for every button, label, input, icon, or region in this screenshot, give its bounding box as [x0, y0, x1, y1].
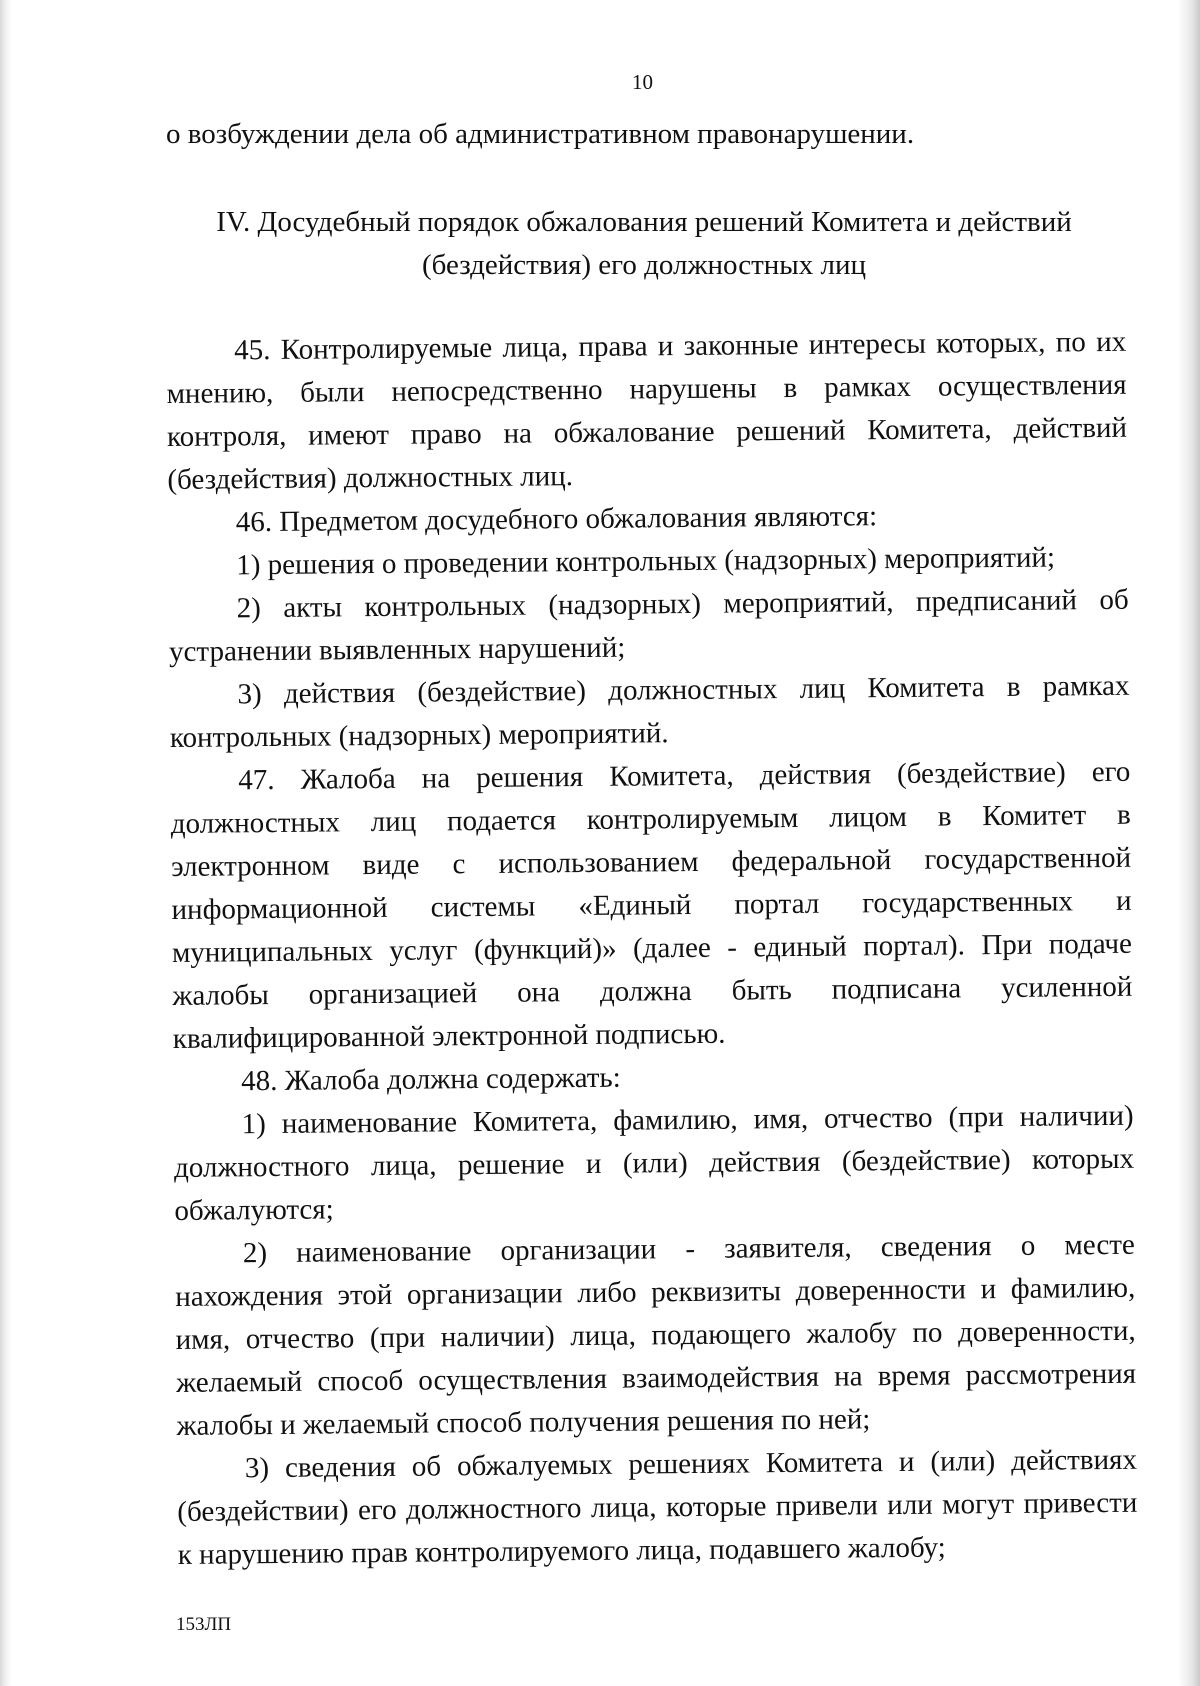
- paragraph-48-item-2: 2) наименование организации - заявителя, сведения о месте нахождения этой организации либо реквизиты доверенности и фамилию, имя, отчество (при наличии) лица, подающего жалобу по доверенности, желаемый способ осуществления взаимодействия на время рассмотрения жалобы и желаемый способ получения решения по ней;: [175, 1228, 1137, 1442]
- continuation-line: о возбуждении дела об административном правонарушении.: [166, 118, 915, 150]
- paragraph-46-item-2: 2) акты контрольных (надзорных) мероприятий, предписаний об устранении выявленных нарушений;: [168, 583, 1129, 668]
- paragraph-46-item-1: 1) решения о проведении контрольных (надзорных) мероприятий;: [236, 541, 1056, 582]
- paragraph-46: 46. Предметом досудебного обжалования являются:: [235, 500, 878, 539]
- section-heading-line-1: IV. Досудебный порядок обжалования решений Комитета и действий: [216, 206, 1072, 238]
- paragraph-47: 47. Жалоба на решения Комитета, действия (бездействие) его должностных лиц подается контролируемым лицом в Комитет в электронном виде с использованием федеральной государственной информационной системы «Единый портал государственных и муниципальных услуг (функций)» (далее - единый портал). При подаче жалобы организацией она должна быть подписана усиленной квалифицированной электронной подписью.: [170, 755, 1133, 1055]
- paragraph-45: 45. Контролируемые лица, права и законные интересы которых, по их мнению, были непосредственно нарушены в рамках осуществления контроля, имеют право на обжалование решений Комитета, действий (бездействия) должностных лиц.: [166, 325, 1128, 496]
- scan-edge-right: [1178, 0, 1200, 1686]
- section-heading: [160, 201, 1128, 287]
- paragraph-46-item-3: 3) действия (бездействие) должностных лиц Комитета в рамках контрольных (надзорных) мероприятий.: [169, 669, 1130, 754]
- body-text: [166, 321, 1138, 1577]
- page-number: 10: [632, 70, 653, 94]
- document-code: 153ЛП: [176, 1614, 232, 1635]
- section-heading-line-2: (бездействия) его должностных лиц: [421, 249, 867, 281]
- paragraph-48: 48. Жалоба должна содержать:: [241, 1061, 621, 1098]
- paragraph-48-item-3: 3) сведения об обжалуемых решениях Комитета и (или) действиях (бездействии) его должностного лица, которые привели или могут привести к нарушению прав контролируемого лица, подавшего жалобу;: [177, 1443, 1138, 1571]
- scan-edge-left: [0, 0, 12, 1686]
- paragraph-48-item-1: 1) наименование Комитета, фамилию, имя, отчество (при наличии) должностного лица, решение и (или) действия (бездействие) которых обжалуются;: [173, 1099, 1135, 1227]
